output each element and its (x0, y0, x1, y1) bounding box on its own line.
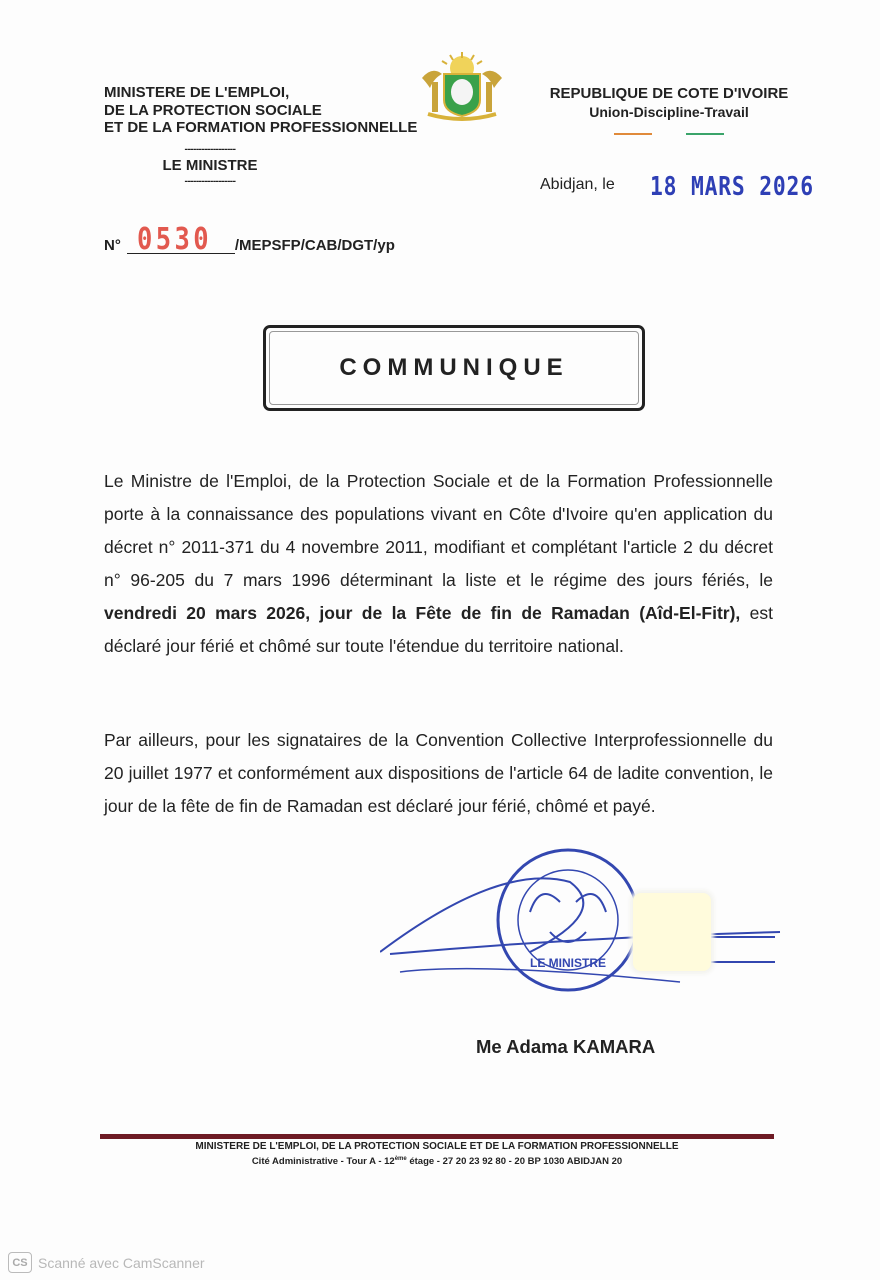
flag-stripes (530, 133, 808, 135)
camscanner-logo-icon: CS (8, 1252, 32, 1273)
footer-address-start: Cité Administrative - Tour A - 12 (251, 1156, 395, 1168)
ministry-line-1: MINISTERE DE L'EMPLOI, (104, 84, 290, 101)
minister-title-block (150, 145, 270, 187)
camscanner-text: Scanné avec CamScanner (38, 1254, 205, 1271)
official-stamp-signature (380, 842, 800, 1022)
country-name: REPUBLIQUE DE COTE D'IVOIRE (549, 85, 789, 102)
p1-highlight: vendredi 20 mars 2026, jour de la Fête de fin de Ramadan (Aîd-El-Fitr), (104, 603, 741, 623)
ministry-line-2: DE LA PROTECTION SOCIALE (104, 101, 322, 119)
date-stamp: 18 MARS 2026 (650, 172, 814, 202)
title-box (263, 325, 645, 411)
signer-name: Me Adama KAMARA (476, 1036, 656, 1057)
body-paragraph-2: Par ailleurs, pour les signataires de la Convention Collective Interprofessionnelle du 20 juillet 1977 et conformément aux dispositions de l'article 64 de ladite convention, le jour de la fête de fin de Ramadan est déclaré jour férié, chômé et payé. (104, 730, 773, 816)
redaction-patch (633, 893, 711, 971)
footer-address-end: étage - 27 20 23 92 80 - 20 BP 1030 ABIDJAN 20 (406, 1156, 623, 1168)
reference-suffix: /MEPSFP/CAB/DGT/yp (234, 237, 395, 254)
svg-text:LE MINISTRE: LE MINISTRE (529, 956, 607, 970)
separator-bottom: ------------------ (184, 176, 236, 187)
national-motto: Union-Discipline-Travail (589, 104, 749, 120)
republic-header (530, 85, 808, 135)
ministry-header (104, 84, 417, 137)
p1-text-start: Le Ministre de l'Emploi, de la Protection Sociale et de la Formation Professionnelle porte à la connaissance des populations vivant en Côte d'Ivoire qu'en application du décret n° 2011-371 du 4 novembre 2011, modifiant et complétant l'article 2 du décret n° 96-205 du 7 mars 1996 déterminant la liste et le régime des jours fériés, le (104, 471, 773, 590)
reference-stamp-number: 0530 (136, 222, 212, 257)
document-title: COMMUNIQUE (339, 354, 569, 381)
footer-divider (100, 1134, 774, 1139)
camscanner-watermark (8, 1252, 205, 1273)
footer-address (100, 1153, 774, 1168)
footer-ministry: MINISTERE DE L'EMPLOI, DE LA PROTECTION SOCIALE ET DE LA FORMATION PROFESSIONNELLE (195, 1141, 679, 1152)
reference-number (104, 222, 395, 257)
footer-address-sup: ème (394, 1156, 407, 1162)
body-paragraph-1 (104, 465, 773, 663)
reference-label: N° (104, 237, 121, 254)
orange-stripe (614, 133, 652, 135)
coat-of-arms-icon (418, 52, 506, 124)
separator-top: ------------------ (184, 144, 236, 155)
footer (100, 1141, 774, 1168)
green-stripe (686, 133, 724, 135)
date-prefix: Abidjan, le (540, 176, 615, 193)
reference-blank (127, 222, 235, 257)
p1-text-end: est déclaré jour férié et chômé sur toute l'étendue du territoire national. (104, 603, 773, 656)
minister-title: LE MINISTRE (162, 157, 258, 174)
ministry-line-3: ET DE LA FORMATION PROFESSIONNELLE (104, 119, 418, 136)
